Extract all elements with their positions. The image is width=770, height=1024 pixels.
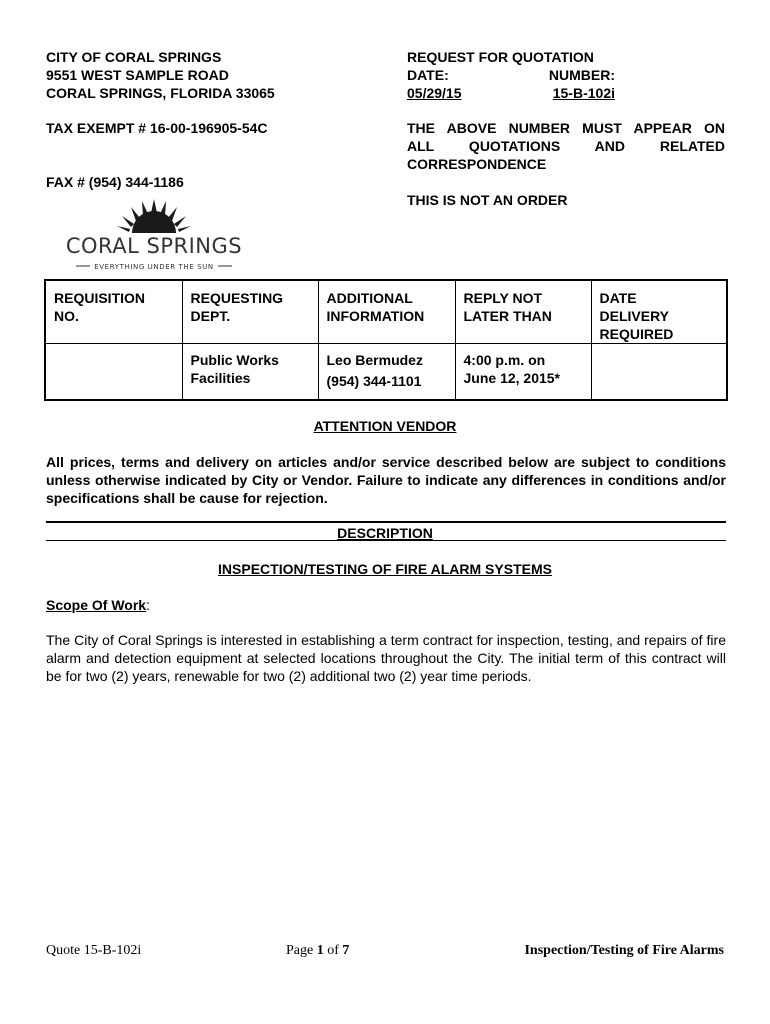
description-heading: DESCRIPTION bbox=[337, 525, 433, 541]
city-address-block bbox=[46, 48, 376, 102]
cell-additional-info: Leo Bermudez (954) 344-1101 bbox=[318, 344, 455, 401]
requisition-table bbox=[44, 279, 728, 401]
scope-label-colon: : bbox=[146, 597, 150, 613]
project-title: INSPECTION/TESTING OF FIRE ALARM SYSTEMS bbox=[218, 561, 552, 577]
attention-vendor-text: All prices, terms and delivery on articles and/or service described below are subject to conditions unless otherwise indicated by City or Vendor. Failure to indicate any differences in conditions and/or specifications shall be cause for rejection. bbox=[46, 454, 726, 506]
rfq-block bbox=[407, 48, 727, 102]
header-additional-info: ADDITIONAL INFORMATION bbox=[318, 280, 455, 344]
table-row bbox=[45, 344, 727, 401]
address-line-1: CITY OF CORAL SPRINGS bbox=[46, 49, 222, 65]
footer-page-number: Page 1 of 7 bbox=[286, 943, 350, 958]
header-requisition-no: REQUISITION NO. bbox=[45, 280, 182, 344]
scope-of-work-label bbox=[46, 596, 150, 614]
footer-document-title: Inspection/Testing of Fire Alarms bbox=[524, 943, 724, 958]
scope-label-text: Scope Of Work bbox=[46, 597, 147, 613]
header-requesting-dept: REQUESTING DEPT. bbox=[182, 280, 318, 344]
not-an-order-notice: THIS IS NOT AN ORDER bbox=[407, 192, 568, 208]
divider-top bbox=[46, 521, 726, 523]
logo-tagline: EVERYTHING UNDER THE SUN bbox=[94, 263, 214, 271]
scope-of-work-text: The City of Coral Springs is interested in establishing a term contract for inspection, testing, and repairs of fire alarm and detection equipment at selected locations throughout the City. The initial term of this contract will be for two (2) years, renewable for two (2) additional two (2) year time periods. bbox=[46, 632, 726, 684]
header-date-delivery-required: DATE DELIVERY REQUIRED bbox=[591, 280, 727, 344]
number-label: NUMBER: bbox=[548, 67, 615, 83]
logo-wordmark: CORAL SPRINGS bbox=[65, 234, 243, 258]
notice-line-1: THE ABOVE NUMBER MUST APPEAR ON bbox=[407, 120, 725, 136]
tax-exempt-number: TAX EXEMPT # 16-00-196905-54C bbox=[46, 120, 268, 136]
coral-springs-logo bbox=[62, 197, 247, 273]
notice-line-3: CORRESPONDENCE bbox=[407, 156, 547, 172]
notice-line-2: ALL QUOTATIONS AND RELATED bbox=[407, 138, 725, 154]
cell-requisition-no bbox=[45, 344, 182, 401]
footer-quote-number: Quote 15-B-102i bbox=[46, 943, 142, 958]
date-value: 05/29/15 bbox=[407, 85, 462, 101]
cell-delivery-date bbox=[591, 344, 727, 401]
attention-vendor-heading: ATTENTION VENDOR bbox=[313, 418, 457, 434]
number-value: 15-B-102i bbox=[552, 85, 615, 101]
cell-reply-deadline: 4:00 p.m. on June 12, 2015* bbox=[455, 344, 591, 401]
fax-number: FAX # (954) 344-1186 bbox=[46, 174, 184, 190]
divider-bottom bbox=[46, 540, 726, 541]
date-label: DATE: bbox=[407, 67, 449, 83]
rfq-title: REQUEST FOR QUOTATION bbox=[407, 49, 594, 65]
header-reply-not-later-than: REPLY NOT LATER THAN bbox=[455, 280, 591, 344]
number-notice bbox=[407, 119, 725, 173]
cell-requesting-dept: Public Works Facilities bbox=[182, 344, 318, 401]
address-line-3: CORAL SPRINGS, FLORIDA 33065 bbox=[46, 85, 275, 101]
table-header-row bbox=[45, 280, 727, 344]
sun-icon bbox=[117, 199, 191, 233]
address-line-2: 9551 WEST SAMPLE ROAD bbox=[46, 67, 229, 83]
